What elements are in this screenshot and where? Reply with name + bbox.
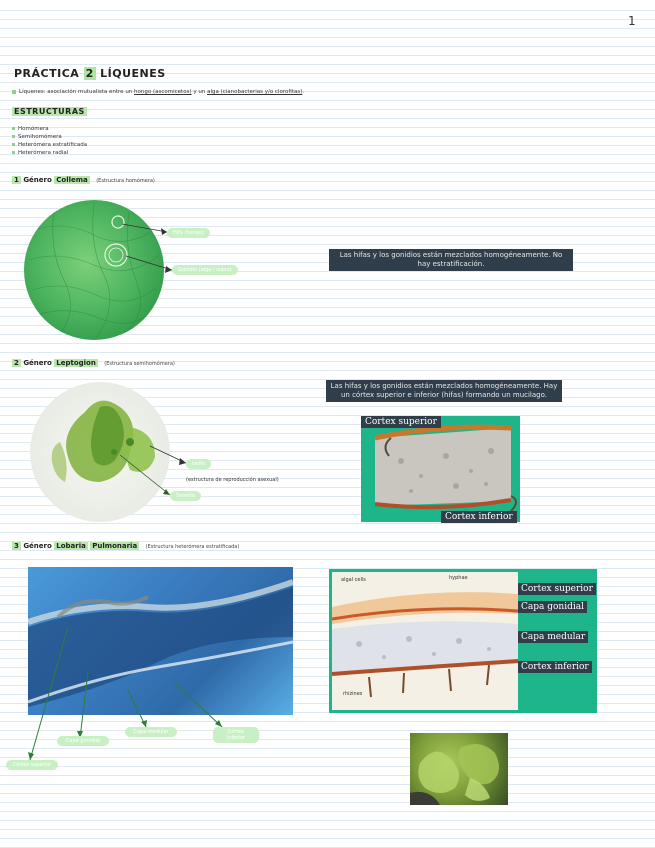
section1-genus: Collema	[56, 176, 88, 184]
page-number: 1	[628, 14, 636, 28]
tag-soredio: Soredio	[170, 491, 201, 501]
tag-cortex-superior: Córtex superior	[6, 760, 58, 770]
list-item-text: Semihomómera	[18, 134, 62, 140]
section2-note: (Estructura semihomómera)	[104, 361, 175, 367]
tag-note: (estructura de reproducción asexual)	[186, 477, 279, 483]
label-cortex-superior: Cortex superior	[361, 416, 441, 428]
section3-number: 3	[14, 542, 19, 550]
tag-hifa: Hifa (hongo)	[167, 228, 210, 238]
micro-label-hyphae: hyphae	[449, 575, 468, 581]
title-prefix: PRÁCTICA	[14, 67, 84, 80]
tag-isidio: Isidio	[186, 459, 211, 469]
tag-gonidio: Gonidio (alga / ciano)	[172, 265, 238, 275]
section3-species: Pulmonaria	[92, 542, 138, 550]
section2-genus: Leptogion	[56, 359, 96, 367]
definition-alga: alga (cianobacterias y/o clorofitas)	[207, 89, 303, 95]
list-item-text: Heterómera radial	[18, 150, 69, 156]
label-capa-medular: Capa medular	[518, 631, 588, 643]
title-rest: LÍQUENES	[95, 67, 166, 80]
label-cortex-inferior: Cortex inferior	[441, 511, 517, 523]
label-cortex-inferior: Cortex inferior	[518, 661, 592, 673]
tag-cortex-inferior: Córtex inferior	[213, 727, 259, 743]
definition-text: .	[302, 89, 305, 95]
section2-number: 2	[14, 359, 19, 367]
section1-note-box: Las hifas y los gonidios están mezclados homogéneamente. No hay estratificación.	[329, 249, 573, 271]
section1-note: (Estructura homómera)	[96, 178, 155, 184]
micro-label-rhizines: rhizines	[343, 691, 363, 697]
section2-note-box: Las hifas y los gonidios están mezclados homogéneamente. Hay un córtex superior e inferior (hifas) formando un mucilago.	[326, 380, 562, 402]
title-number: 2	[85, 67, 94, 80]
micro-label-algal: algal cells	[341, 577, 366, 583]
lobaria-photo-drawing	[410, 733, 508, 805]
tag-capa-gonidial: Capa gonidial	[57, 736, 109, 746]
definition-hongo: hongo (ascomicetos)	[134, 89, 192, 95]
list-item-text: Homómera	[18, 126, 49, 132]
section3-genus-prefix: Género	[23, 542, 55, 550]
label-capa-gonidial: Capa gonidial	[518, 601, 587, 613]
definition-text: Líquenes: asociación mutualista entre un	[19, 89, 135, 95]
label-cortex-superior: Cortex superior	[518, 583, 596, 595]
lobaria-photo	[410, 733, 508, 805]
section3-note: (Estructura heterómera estratificada)	[145, 544, 240, 550]
section3-genus: Lobaria	[56, 542, 86, 550]
section2-genus-prefix: Género	[23, 359, 55, 367]
section1-number: 1	[14, 176, 19, 184]
tag-capa-medular: Capa medular	[125, 727, 177, 737]
list-item-text: Heterómera estratificada	[18, 142, 88, 148]
definition-text: y un	[191, 89, 208, 95]
section1-genus-prefix: Género	[23, 176, 55, 184]
structures-heading-text: ESTRUCTURAS	[14, 107, 85, 116]
